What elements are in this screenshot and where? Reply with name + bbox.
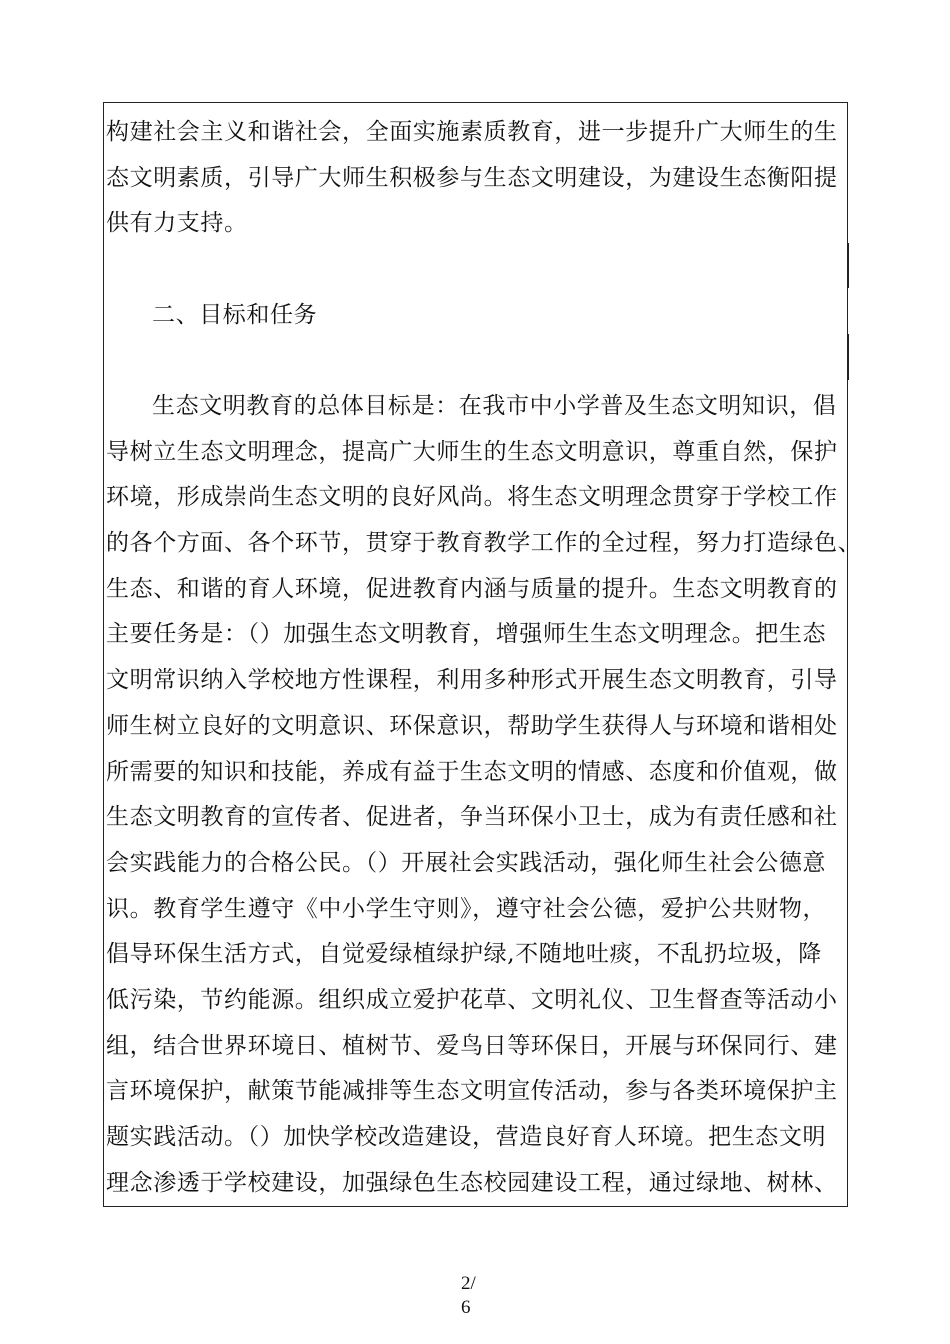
paragraph-line: 生态文明教育的总体目标是：在我市中小学普及生态文明知识，倡 <box>152 393 837 419</box>
paragraph-line: 文明常识纳入学校地方性课程，利用多种形式开展生态文明教育，引导 <box>106 667 838 694</box>
intro-paragraph <box>106 110 846 247</box>
paragraph-line: 导树立生态文明理念，提高广大师生的生态文明意识，尊重自然，保护 <box>106 438 838 465</box>
section-heading-text: 二、目标和任务 <box>152 302 318 328</box>
paragraph-line: 态文明素质，引导广大师生积极参与生态文明建设，为建设生态衡阳提 <box>106 164 838 191</box>
page-number-total: 6 <box>461 1297 471 1318</box>
body-paragraph <box>106 384 862 1206</box>
paragraph-line: 倡导环保生活方式，自觉爱绿植绿护绿,不随地吐痰，不乱扔垃圾，降 <box>106 941 822 968</box>
paragraph-line: 生态、和谐的育人环境，促进教育内涵与质量的提升。生态文明教育的 <box>106 575 838 602</box>
paragraph-line: 理念渗透于学校建设，加强绿色生态校园建设工程，通过绿地、树林、 <box>106 1169 838 1196</box>
page-number <box>461 1272 476 1320</box>
paragraph-line: 师生树立良好的文明意识、环保意识，帮助学生获得人与环境和谐相处 <box>106 712 838 739</box>
paragraph-line: 环境，形成崇尚生态文明的良好风尚。将生态文明理念贯穿于学校工作 <box>106 484 838 511</box>
paragraph-line: 会实践能力的合格公民。（）开展社会实践活动，强化师生社会公德意 <box>106 849 827 876</box>
paragraph-line: 识。教育学生遵守《中小学生守则》，遵守社会公德，爱护公共财物， <box>106 895 827 922</box>
paragraph-line: 生态文明教育的宣传者、促进者，争当环保小卫士，成为有责任感和社 <box>106 804 838 831</box>
right-border-segment <box>847 334 849 380</box>
paragraph-line: 言环境保护，献策节能减排等生态文明宣传活动，参与各类环境保护主 <box>106 1078 838 1105</box>
paragraph-line: 题实践活动。（）加快学校改造建设，营造良好育人环境。把生态文明 <box>106 1124 827 1150</box>
page-number-current: 2/ <box>461 1273 476 1294</box>
section-heading <box>152 293 892 339</box>
right-border-segment <box>847 243 849 288</box>
paragraph-line: 供有力支持。 <box>106 210 248 237</box>
paragraph-line: 主要任务是：（）加强生态文明教育，增强师生生态文明理念。把生态 <box>106 621 827 648</box>
paragraph-line: 所需要的知识和技能，养成有益于生态文明的情感、态度和价值观，做 <box>106 758 838 785</box>
paragraph-line: 低污染，节约能源。组织成立爱护花草、文明礼仪、卫生督查等活动小 <box>106 986 838 1013</box>
paragraph-line: 的各个方面、各个环节，贯穿于教育教学工作的全过程，努力打造绿色、 <box>106 530 862 557</box>
paragraph-line: 组，结合世界环境日、植树节、爱鸟日等环保日，开展与环保同行、建 <box>106 1032 838 1059</box>
paragraph-line: 构建社会主义和谐社会，全面实施素质教育，进一步提升广大师生的生 <box>106 119 838 145</box>
